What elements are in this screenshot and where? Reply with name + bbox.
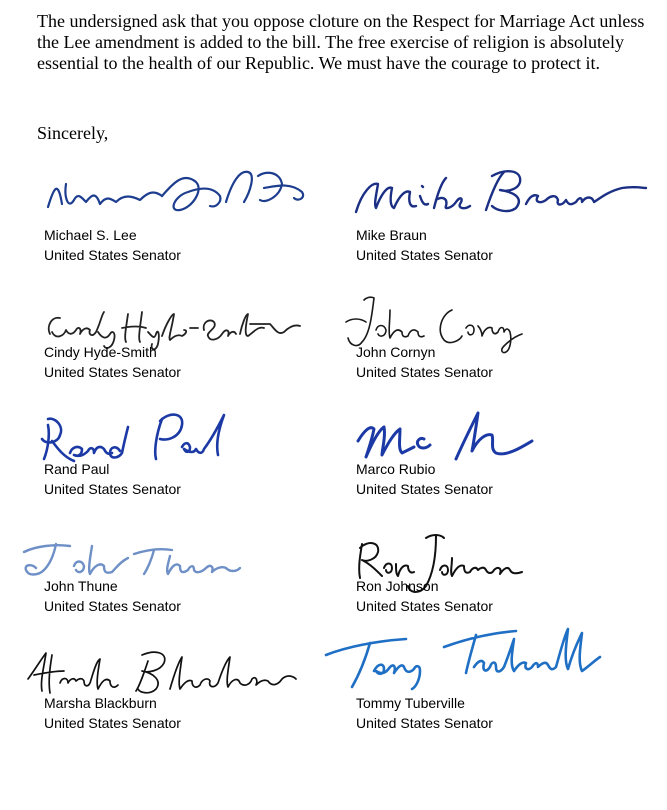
signatory-name: John Cornyn	[356, 344, 436, 360]
signatory-title: United States Senator	[356, 364, 493, 380]
signature-block-hyde-smith	[44, 344, 334, 459]
signatory-title: United States Senator	[356, 598, 493, 614]
signatory-title: United States Senator	[44, 715, 181, 731]
signatory-name: Ron Johnson	[356, 578, 439, 594]
signature-block-paul	[44, 461, 334, 576]
signatory-title: United States Senator	[356, 715, 493, 731]
signatory-title: United States Senator	[44, 598, 181, 614]
signatory-title: United States Senator	[356, 247, 493, 263]
signature-block-rubio	[356, 461, 646, 576]
signatory-title: United States Senator	[44, 247, 181, 263]
letter-body: The undersigned ask that you oppose cloture on the Respect for Marriage Act unless the Lee amendment is added to the bill. The free exercise of religion is absolutely essential to the health of our Republic. We must have the courage to protect it.	[37, 11, 645, 73]
signatory-name: Mike Braun	[356, 227, 427, 243]
signature-block-blackburn	[44, 695, 334, 810]
signature-block-tuberville	[356, 695, 646, 810]
signature-braun	[356, 152, 646, 232]
signature-block-cornyn	[356, 344, 646, 459]
signatory-name: Cindy Hyde-Smith	[44, 344, 157, 360]
signatory-name: Michael S. Lee	[44, 227, 137, 243]
signature-block-thune	[44, 578, 334, 693]
signatory-name: Marco Rubio	[356, 461, 436, 477]
signatory-name: Tommy Tuberville	[356, 695, 465, 711]
signatory-name: John Thune	[44, 578, 118, 594]
signature-block-braun	[356, 227, 646, 342]
signature-block-johnson	[356, 578, 646, 693]
signatory-name: Rand Paul	[44, 461, 110, 477]
signature-block-lee	[44, 227, 334, 342]
signature-lee	[44, 152, 334, 232]
signatory-title: United States Senator	[44, 364, 181, 380]
signatory-title: United States Senator	[44, 481, 181, 497]
closing: Sincerely,	[37, 123, 109, 143]
signatory-title: United States Senator	[356, 481, 493, 497]
signatory-name: Marsha Blackburn	[44, 695, 157, 711]
